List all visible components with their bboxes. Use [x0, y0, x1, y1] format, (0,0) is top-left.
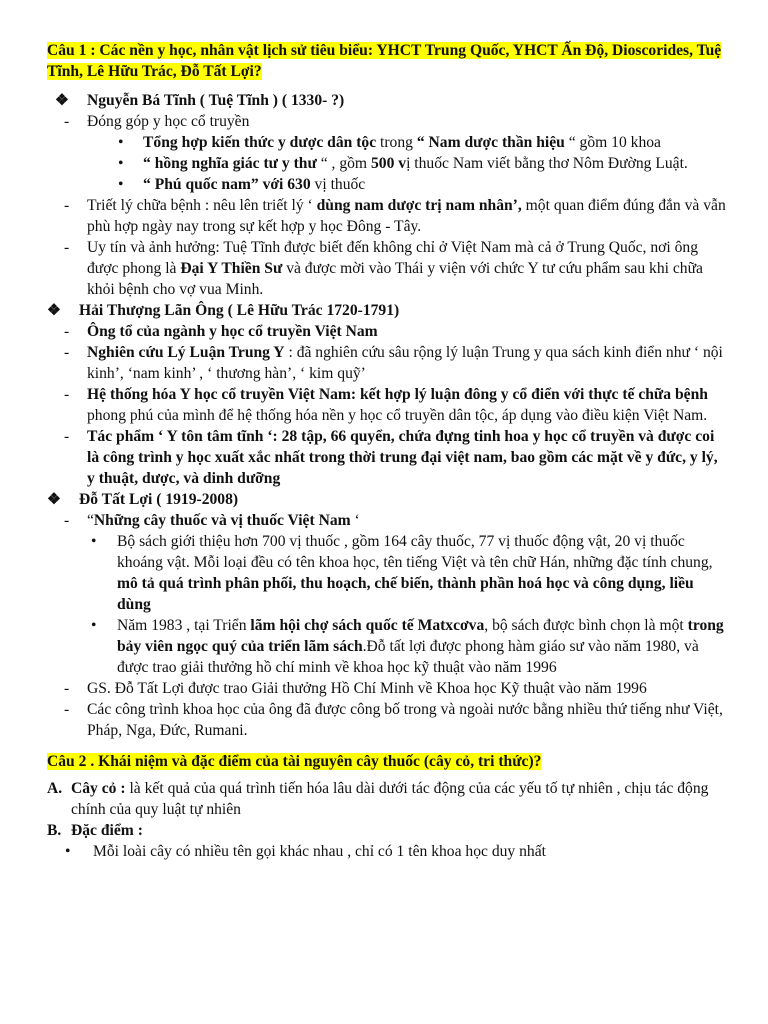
list-item: B. Đặc điểm :: [47, 822, 143, 839]
question-2: [47, 751, 728, 772]
section-heading-tue-tinh: ❖ Nguyễn Bá Tĩnh ( Tuệ Tĩnh ) ( 1330- ?): [55, 92, 345, 109]
list-item: • Năm 1983 , tại Triển lãm hội chợ sách quốc tế Matxcơva, bộ sách được bình chọn là một trong bảy viên ngọc quý của triển lãm sách.Đỗ tất lợi được phong hàm giáo sư vào năm 1980, và được trao giải thưởng hồ chí minh về khoa học kỹ thuật vào năm 1996: [91, 617, 724, 676]
list-item: - Uy tín và ảnh hưởng: Tuệ Tĩnh được biết đến không chỉ ở Việt Nam mà cả ở Trung Quốc, nơi ông được phong là Đại Y Thiền Sư và được mời vào Thái y viện với chức Y tư cứu phẩm sau khi chữa khỏi bệnh cho vợ vua Minh.: [64, 239, 703, 298]
list-item: A. Cây cỏ : là kết quả của quá trình tiến hóa lâu dài dưới tác động của các yếu tố tự nhiên , chịu tác động chính của quy luật tự nhiên: [47, 780, 709, 818]
bullet-icon: •: [91, 533, 97, 550]
list-item: - Tác phẩm ‘ Y tôn tâm tĩnh ‘: 28 tập, 66 quyển, chứa đựng tinh hoa y học cổ truyền và được coi là công trình y học xuất xắc nhất trong thời trung đại việt nam, bao gồm các mặt về y đức, y lý, y thuật, dược, và dinh dưỡng: [64, 428, 718, 487]
dash-bullet-icon: -: [64, 680, 70, 697]
list-item: - Triết lý chữa bệnh : nêu lên triết lý ‘ dùng nam dược trị nam nhân’, một quan điểm đúng đắn và vẫn phù hợp ngày nay trong sự kết hợp y học Đông - Tây.: [64, 197, 726, 235]
dash-bullet-icon: -: [64, 239, 70, 256]
section-heading-do-tat-loi: ❖ Đỗ Tất Lợi ( 1919-2008): [47, 491, 239, 508]
list-item: • “ Phú quốc nam” với 630 vị thuốc: [118, 176, 366, 193]
diamond-bullet-icon: ❖: [47, 302, 61, 319]
list-item: • Tổng hợp kiến thức y dược dân tộc trong “ Nam dược thần hiệu “ gồm 10 khoa: [118, 134, 661, 151]
bullet-icon: •: [91, 617, 97, 634]
section-heading-hai-thuong: ❖ Hải Thượng Lãn Ông ( Lê Hữu Trác 1720-1791): [47, 302, 400, 319]
list-item: - Ông tổ của ngành y học cổ truyền Việt Nam: [64, 323, 378, 340]
list-item: - GS. Đỗ Tất Lợi được trao Giải thưởng Hồ Chí Minh về Khoa học Kỹ thuật vào năm 1996: [64, 680, 647, 697]
list-item: - Các công trình khoa học của ông đã được công bố trong và ngoài nước bằng nhiều thứ tiếng như Việt, Pháp, Nga, Đức, Rumani.: [64, 701, 723, 739]
list-item: • Bộ sách giới thiệu hơn 700 vị thuốc , gồm 164 cây thuốc, 77 vị thuốc động vật, 20 vị thuốc khoáng vật. Mỗi loại đều có tên khoa học, tên tiếng Việt và tên chữ Hán, những đặc tính chung, mô tả quá trình phân phối, thu hoạch, chế biến, thành phần hoá học và công dụng, liều dùng: [91, 533, 713, 613]
dash-bullet-icon: -: [64, 701, 70, 718]
dash-bullet-icon: -: [64, 428, 70, 445]
question-1-title: Câu 1 : Các nền y học, nhân vật lịch sử tiêu biểu: YHCT Trung Quốc, YHCT Ấn Độ, Dioscorides, Tuệ Tĩnh, Lê Hữu Trác, Đỗ Tất Lợi?: [47, 42, 722, 80]
dash-bullet-icon: -: [64, 197, 70, 214]
diamond-bullet-icon: ❖: [55, 92, 69, 109]
dash-bullet-icon: -: [64, 386, 70, 403]
list-item: • Mỗi loài cây có nhiều tên gọi khác nhau , chỉ có 1 tên khoa học duy nhất: [65, 843, 546, 860]
bullet-icon: •: [118, 155, 124, 172]
dash-bullet-icon: -: [64, 323, 70, 340]
diamond-bullet-icon: ❖: [47, 491, 61, 508]
list-label: A.: [47, 780, 63, 797]
bullet-icon: •: [118, 134, 124, 151]
list-item: - Hệ thống hóa Y học cổ truyền Việt Nam: kết hợp lý luận đông y cổ điển với thực tế chữa bệnh phong phú của mình để hệ thống hóa nền y học cổ truyền dân tộc, áp dụng vào điều kiện Việt Nam.: [64, 386, 708, 424]
question-1: [47, 40, 728, 82]
list-item: - Đóng góp y học cổ truyền: [64, 113, 250, 130]
list-item: • “ hồng nghĩa giác tư y thư “ , gồm 500 vị thuốc Nam viết bằng thơ Nôm Đường Luật.: [118, 155, 688, 172]
list-label: B.: [47, 822, 62, 839]
dash-bullet-icon: -: [64, 344, 70, 361]
dash-bullet-icon: -: [64, 512, 70, 529]
bullet-icon: •: [65, 843, 71, 860]
list-item: - “Những cây thuốc và vị thuốc Việt Nam ‘: [64, 512, 360, 529]
list-item: - Nghiên cứu Lý Luận Trung Y : đã nghiên cứu sâu rộng lý luận Trung y qua sách kinh điển như ‘ nội kinh’, ‘nam kinh’ , ‘ thương hàn’, ‘ kim quỹ’: [64, 344, 723, 382]
question-2-title: Câu 2 . Khái niệm và đặc điểm của tài nguyên cây thuốc (cây cỏ, tri thức)?: [47, 753, 542, 770]
bullet-icon: •: [118, 176, 124, 193]
dash-bullet-icon: -: [64, 113, 70, 130]
